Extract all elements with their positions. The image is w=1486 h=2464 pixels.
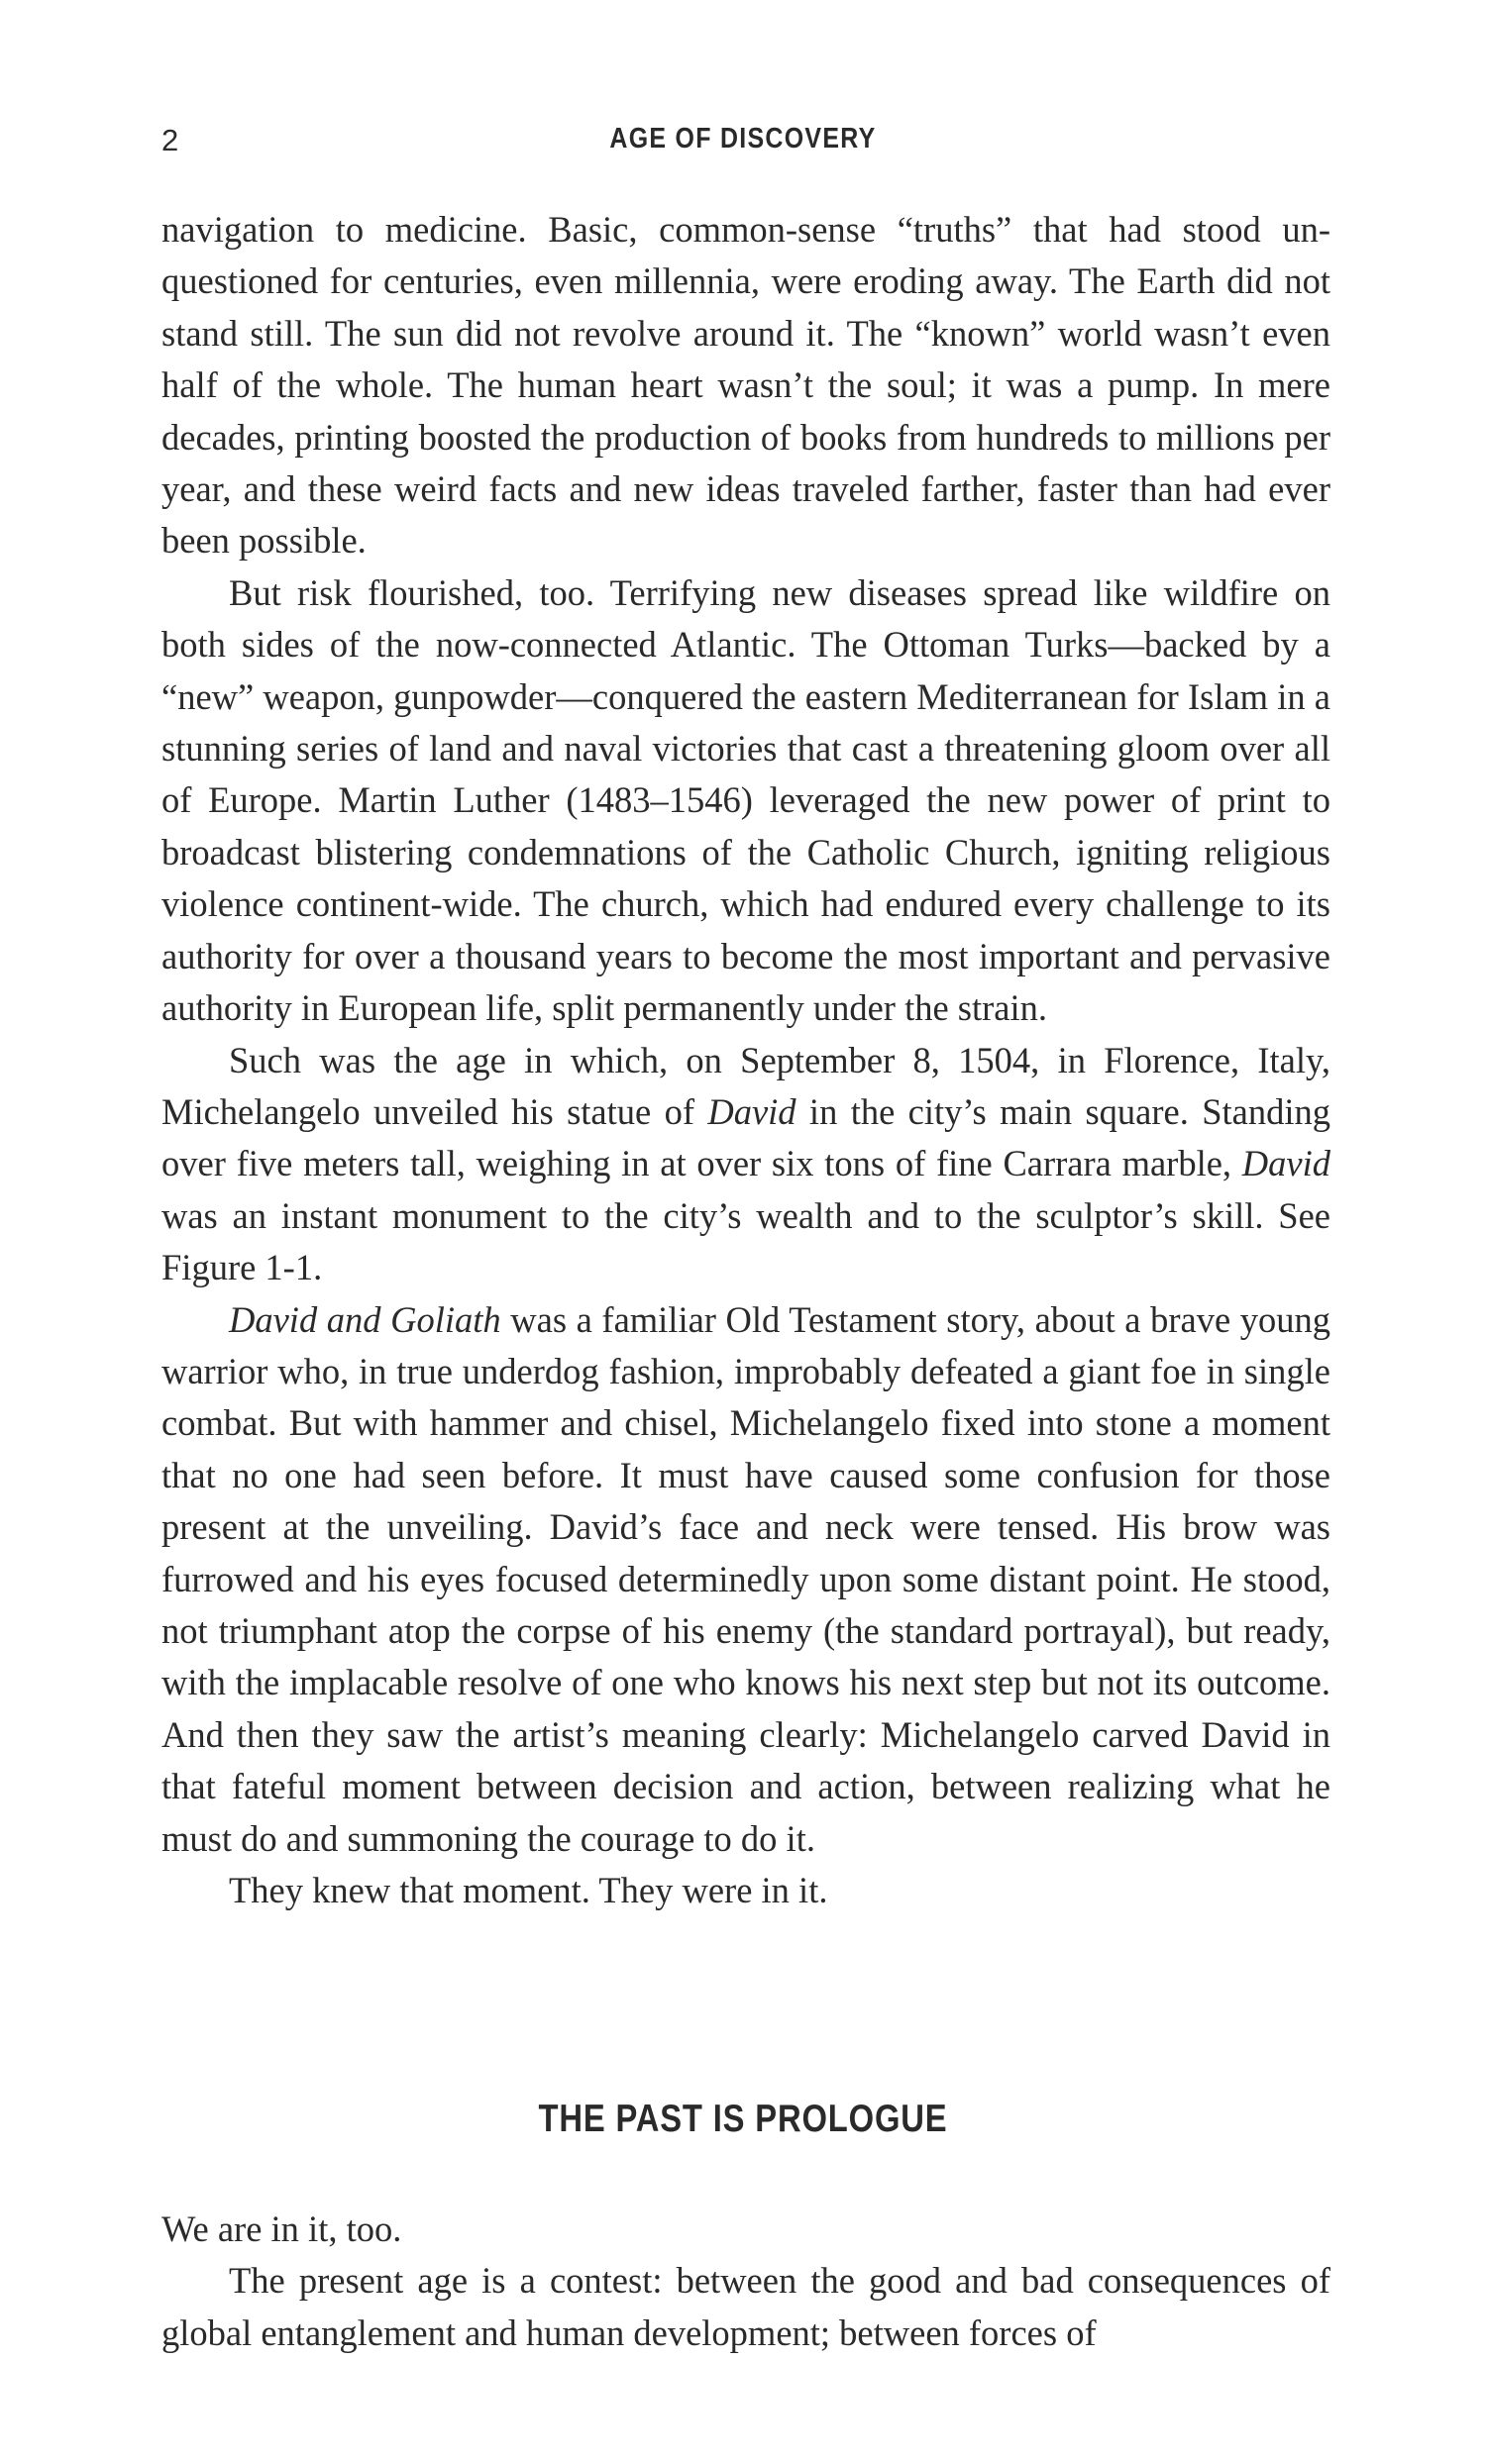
- david-title: David: [707, 1090, 796, 1132]
- section-paragraph-2: The present age is a contest: between the good and bad consequences of global entanglement and human development; between forces of: [161, 2260, 1330, 2353]
- main-text: [161, 204, 1330, 1916]
- david-title-2: David: [1241, 1143, 1330, 1184]
- paragraph-3-text-b: in the city’s main square. Standing over five meters tall, weighing in at over six tons of fine Carrara marble,: [161, 1090, 1330, 1184]
- section-heading: THE PAST IS PROLOGUE: [538, 2098, 948, 2140]
- paragraph-4-text: was a familiar Old Testament story, about a brave young warrior who, in true underdog fashion, improbably defeated a giant foe in single combat. But with hammer and chisel, Michelangelo fixed into stone a moment that no one had seen before. It must have caused some confusion for those present at the unveiling. David’s face and neck were tensed. His brow was furrowed and his eyes focused determinedly upon some distant point. He stood, not triumphant atop the corpse of his enemy (the standard portrayal), but ready, with the implacable resolve of one who knows his next step but not its outcome. And then they saw the artist’s meaning clearly: Michelangelo carved David in that fateful moment between decision and action, between realizing what he must do and summoning the courage to do it.: [161, 1298, 1331, 1859]
- paragraph-3: [161, 1035, 1330, 1294]
- david-and-goliath-title: David and Goliath: [229, 1298, 501, 1340]
- paragraph-5: They knew that moment. They were in it.: [229, 1870, 828, 1910]
- paragraph-3-text-c: was an instant monument to the city’s wealth and to the sculptor’s skill. See Figure 1-1.: [161, 1194, 1330, 1288]
- running-head: AGE OF DISCOVERY: [609, 123, 877, 154]
- paragraph-3-text-a: Such was the age in which, on September 8, 1504, in Florence, Italy, Michelangelo unveiled his statue of: [161, 1039, 1330, 1132]
- section-paragraph-1: We are in it, too.: [161, 2208, 402, 2249]
- paragraph-4: [161, 1294, 1330, 1865]
- paragraph-2: But risk flourished, too. Terrifying new diseases spread like wildfire on both sides of the now-connected Atlantic. The Ottoman Turks—backed by a “new” weapon, gunpowder—conquered the eastern Mediterranean for Islam in a stunning series of land and naval victories that cast a threatening gloom over all of Europe. Martin Luther (1483–1546) leveraged the new power of print to broadcast blistering condemnations of the Catholic Church, igniting religious violence continent-wide. The church, which had endured every challenge to its authority for over a thousand years to become the most important and pervasive authority in European life, split permanently under the strain.: [161, 571, 1330, 1029]
- section-text: [161, 2204, 1330, 2359]
- paragraph-1: navigation to medicine. Basic, common-sense “truths” that had stood unquestioned for centuries, even millennia, were eroding away. The Earth did not stand still. The sun did not revolve around it. The “known” world wasn’t even half of the whole. The human heart wasn’t the soul; it was a pump. In mere decades, printing boosted the production of books from hundreds to millions per year, and these weird facts and new ideas traveled farther, faster than had ever been possible.: [161, 209, 1330, 562]
- page-number: 2: [161, 123, 180, 157]
